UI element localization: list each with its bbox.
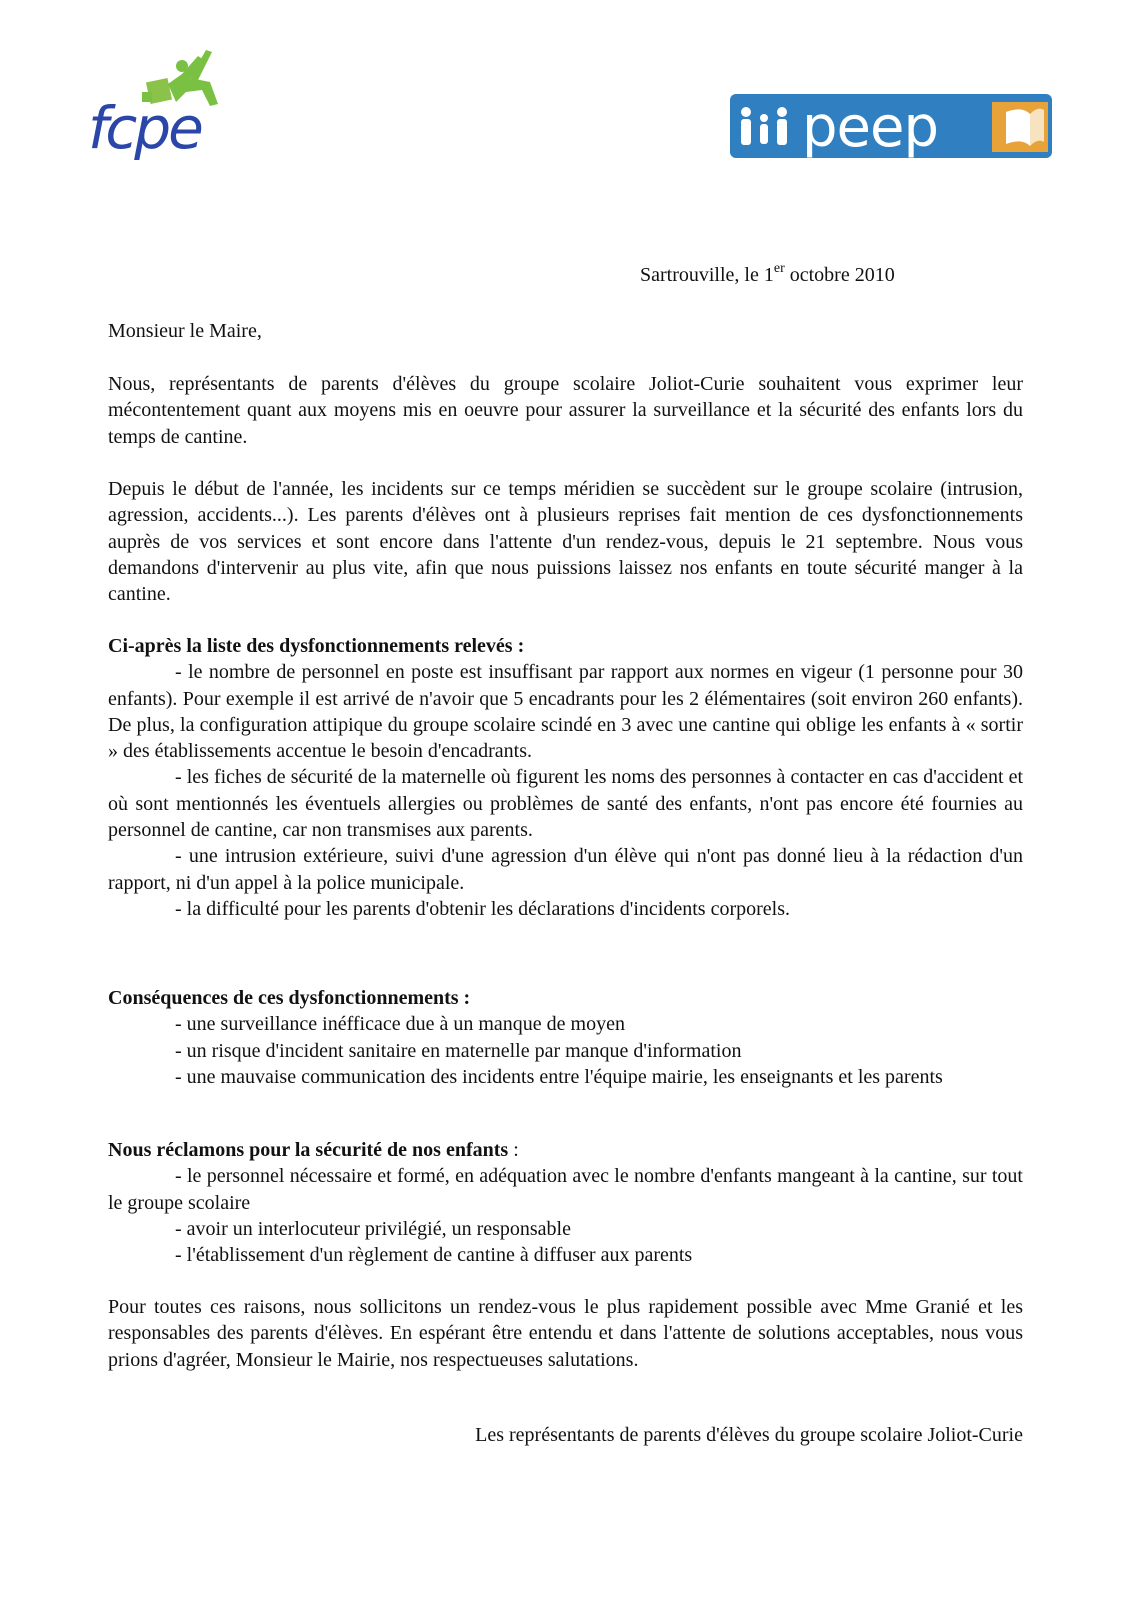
dysfunction-item: - le nombre de personnel en poste est insuffisant par rapport aux normes en vigeur (1 personne pour 30 enfants). Pour exemple il est arrivé de n'avoir que 5 encadrants pour les 2 élémentaires (soit environ 260 enfants). De plus, la configuration attipique du groupe scolaire scindé en 3 avec une cantine qui oblige les enfants à « sortir » des établissements accentue le besoin d'encadrants. bbox=[108, 661, 1023, 763]
demands-heading-line bbox=[108, 1137, 1023, 1163]
peep-book-page-right bbox=[1030, 109, 1044, 146]
context-paragraph: Depuis le début de l'année, les incidents sur ce temps méridien se succèdent sur le groupe scolaire (intrusion, agression, accidents...). Les parents d'élèves ont à plusieurs reprises fait mention de ces dysfonctionnements auprès de vos services et sont encore dans l'attente d'un rendez-vous, depuis le 21 septembre. Nous vous demandons d'intervenir au plus vite, afin que nous puissions laissez nos enfants en toute sécurité manger à la cantine. bbox=[108, 478, 1023, 606]
peep-book-page bbox=[1006, 109, 1030, 146]
signature: Les représentants de parents d'élèves du groupe scolaire Joliot-Curie bbox=[475, 1424, 1023, 1446]
dysfunctions-heading: Ci-après la liste des dysfonctionnements relevés : bbox=[108, 635, 525, 657]
intro-paragraph: Nous, représentants de parents d'élèves du groupe scolaire Joliot-Curie souhaitent vous exprimer leur mécontentement quant aux moyens mis en oeuvre pour assurer la surveillance et la sécurité des enfants lors du temps de cantine. bbox=[108, 373, 1023, 448]
consequence-item: - une mauvaise communication des incidents entre l'équipe mairie, les enseignants et les parents bbox=[175, 1065, 943, 1088]
dysfunctions-section bbox=[108, 633, 1023, 922]
date-prefix: Sartrouville, le 1 bbox=[640, 264, 774, 286]
peep-wordmark: peep bbox=[802, 95, 938, 160]
peep-logo bbox=[730, 92, 1052, 162]
date-superscript: er bbox=[773, 261, 785, 276]
salutation: Monsieur le Maire, bbox=[108, 320, 262, 342]
closing-paragraph: Pour toutes ces raisons, nous sollicitons un rendez-vous le plus rapidement possible avec Mme Granié et les responsables des parents d'élèves. En espérant être entendu et dans l'attente de solutions acceptables, nous vous prions d'agréer, Monsieur le Mairie, nos respectueuses salutations. bbox=[108, 1296, 1023, 1371]
demands-heading: Nous réclamons pour la sécurité de nos enfants bbox=[108, 1139, 509, 1161]
consequence-item: - un risque d'incident sanitaire en maternelle par manque d'information bbox=[175, 1039, 742, 1062]
date-suffix: octobre 2010 bbox=[784, 264, 895, 286]
consequences-heading: Conséquences de ces dysfonctionnements : bbox=[108, 987, 471, 1009]
consequence-item: - une surveillance inéfficace due à un manque de moyen bbox=[175, 1013, 625, 1036]
dysfunction-item: - la difficulté pour les parents d'obtenir les déclarations d'incidents corporels. bbox=[175, 897, 790, 920]
consequences-section bbox=[108, 985, 1023, 1090]
fcpe-wordmark: fcpe bbox=[88, 94, 201, 162]
demands-heading-colon: : bbox=[508, 1139, 519, 1161]
fcpe-logo bbox=[86, 44, 236, 184]
dysfunction-item: - une intrusion extérieure, suivi d'une agression d'un élève qui n'ont pas donné lieu à la rédaction d'un rapport, ni d'un appel à la police municipale. bbox=[108, 845, 1023, 894]
letter-date bbox=[640, 262, 895, 288]
demand-item: - le personnel nécessaire et formé, en adéquation avec le nombre d'enfants mangeant à la cantine, sur tout le groupe scolaire bbox=[108, 1165, 1023, 1214]
demands-section bbox=[108, 1137, 1023, 1268]
demand-item: - avoir un interlocuteur privilégié, un responsable bbox=[175, 1217, 571, 1240]
dysfunction-item: - les fiches de sécurité de la maternelle où figurent les noms des personnes à contacter en cas d'accident et où sont mentionnés les éventuels allergies ou problèmes de santé des enfants, n'ont pas encore été fournies au personnel de cantine, car non transmises aux parents. bbox=[108, 766, 1023, 842]
demand-item: - l'établissement d'un règlement de cantine à diffuser aux parents bbox=[175, 1244, 693, 1267]
